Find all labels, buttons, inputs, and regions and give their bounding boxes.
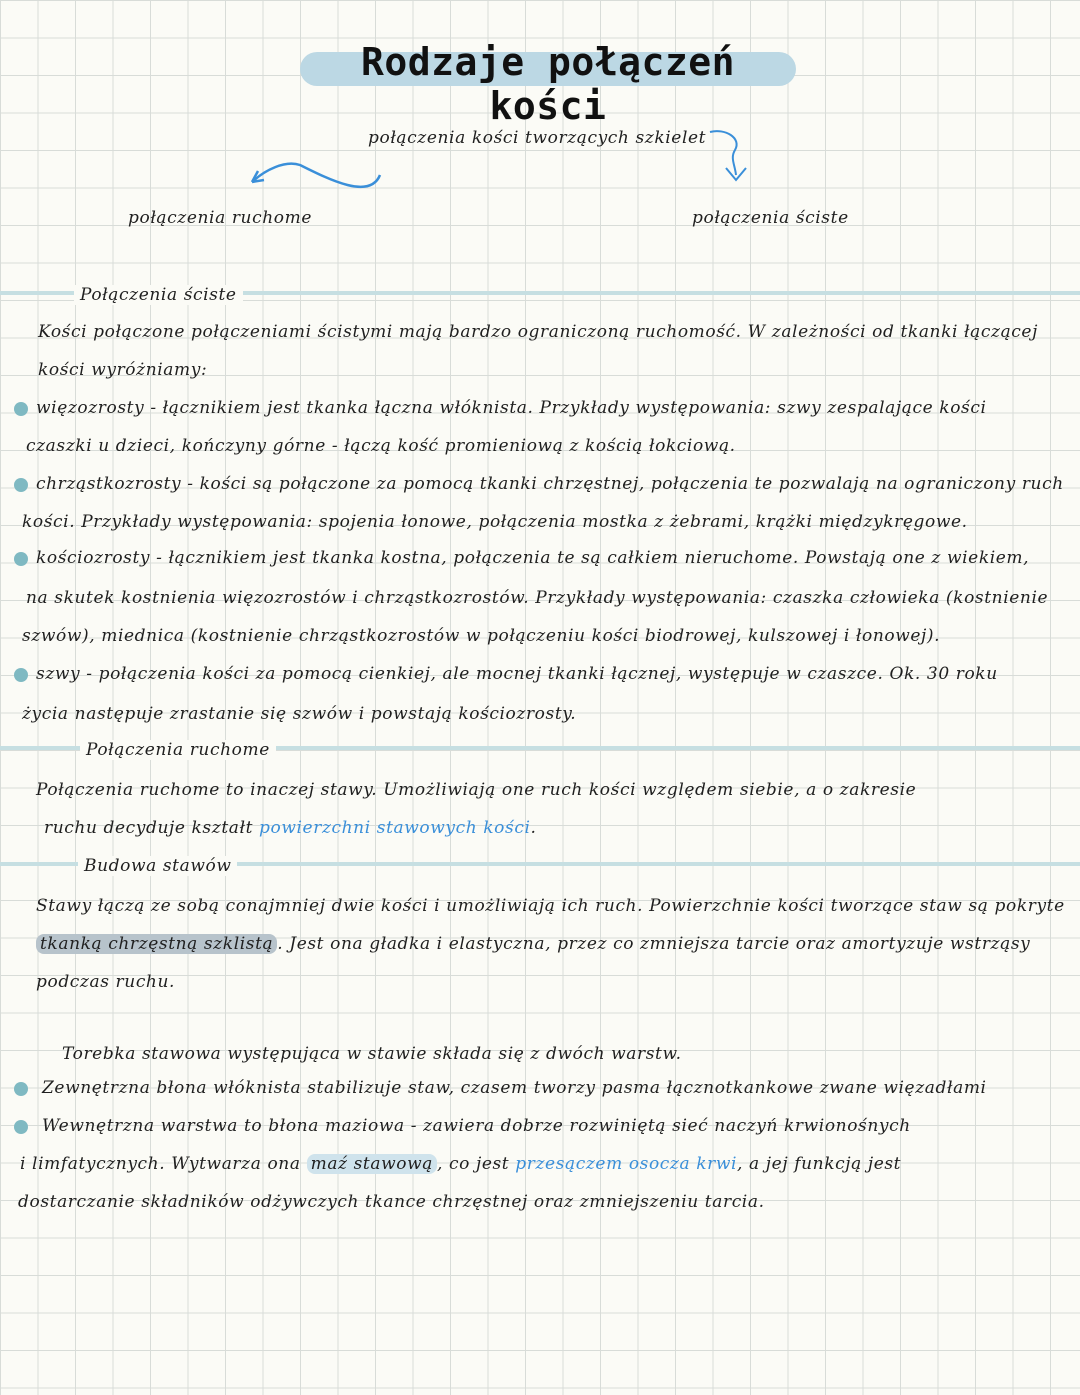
ruchome-line-2 [44,818,537,838]
wiezozrosty-line-1: więzozrosty - łącznikiem jest tkanka łączna włóknista. Przykłady występowania: szwy zespalające kości [36,398,987,418]
ruchome-line-2-text: ruchu decyduje kształt [44,818,254,838]
torebka-line-3-a: i limfatycznych. Wytwarza ona [20,1154,301,1174]
wiezozrosty-line-2: czaszki u dzieci, kończyny górne - łączą kość promieniową z kością łokciową. [26,436,736,456]
chrzastkozrosty-line-1: chrząstkozrosty - kości są połączone za pomocą tkanki chrzęstnej, połączenia te pozwalają na ograniczony ruch [36,474,1064,494]
bullet-icon [14,668,28,682]
kosciozrosty-line-2: na skutek kostnienia więzozrostów i chrząstkozrostów. Przykłady występowania: czaszka człowieka (kostnienie [26,588,1049,608]
bullet-icon [14,1082,28,1096]
szwy-line-2: życia następuje zrastanie się szwów i powstają kościozrosty. [22,704,577,724]
budowa-line-1: Stawy łączą ze sobą conajmniej dwie kości i umożliwiają ich ruch. Powierzchnie kości tworzące staw są pokryte [36,896,1065,916]
right-arrow-curve [710,131,737,175]
bullet-icon [14,478,28,492]
section-heading-budowa: Budowa stawów [78,856,237,876]
section-heading-ruchome: Połączenia ruchome [80,740,276,760]
torebka-line-3-c: , a jej funkcją jest [737,1154,902,1174]
diagram-root: połączenia kości tworzących szkielet [368,128,707,148]
szwy-line-1: szwy - połączenia kości za pomocą cienkiej, ale mocnej tkanki łącznej, występuje w czaszce. Ok. 30 roku [36,664,998,684]
sciste-intro-line-2: kości wyróżniamy: [38,360,208,380]
budowa-line-2-rest: . Jest ona gładka i elastyczna, przez co zmniejsza tarcie oraz amortyzuje wstrząsy [277,934,1031,954]
torebka-bullet-2: Wewnętrzna warstwa to błona maziowa - zawiera dobrze rozwiniętą sieć naczyń krwionośnych [42,1116,911,1136]
chrzastkozrosty-line-2: kości. Przykłady występowania: spojenia łonowe, połączenia mostka z żebrami, krążki międzykręgowe. [22,512,968,532]
kosciozrosty-line-1: kościozrosty - łącznikiem jest tkanka kostna, połączenia te są całkiem nieruchome. Powstają one z wiekiem, [36,548,1030,568]
kosciozrosty-line-3: szwów), miednica (kostnienie chrząstkozrostów w połączeniu kości biodrowej, kulszowej i łonowej). [22,626,941,646]
diagram-left-label: połączenia ruchome [128,208,312,228]
torebka-line-3 [20,1154,901,1174]
diagram-arrows [230,120,770,200]
ruchome-line-1: Połączenia ruchome to inaczej stawy. Umożliwiają one ruch kości względem siebie, a o zakresie [36,780,917,800]
budowa-highlight: tkanką chrzęstną szklistą [36,934,277,954]
bullet-icon [14,402,28,416]
torebka-blue-term: przesączem osocza krwi [515,1154,738,1174]
torebka-line-3-b: , co jest [436,1154,510,1174]
budowa-line-3: podczas ruchu. [36,972,176,992]
ruchome-blue-term: powierzchni stawowych kości [259,818,531,838]
diagram-right-label: połączenia ściste [692,208,849,228]
page-title: Rodzaje połączeń kości [360,40,736,128]
torebka-line-1: Torebka stawowa występująca w stawie składa się z dwóch warstw. [62,1044,682,1064]
torebka-highlight: maź stawową [307,1154,437,1174]
left-arrow-curve [252,164,380,187]
ruchome-line-2-end: . [530,818,537,838]
torebka-bullet-1: Zewnętrzna błona włóknista stabilizuje staw, czasem tworzy pasma łącznotkankowe zwane więzadłami [42,1078,987,1098]
bullet-icon [14,552,28,566]
bullet-icon [14,1120,28,1134]
budowa-line-2 [36,934,1030,954]
section-heading-sciste: Połączenia ściste [74,285,243,305]
sciste-intro-line-1: Kości połączone połączeniami ścistymi mają bardzo ograniczoną ruchomość. W zależności od tkanki łączącej [38,322,1038,342]
torebka-line-4: dostarczanie składników odżywczych tkance chrzęstnej oraz zmniejszeniu tarcia. [18,1192,765,1212]
